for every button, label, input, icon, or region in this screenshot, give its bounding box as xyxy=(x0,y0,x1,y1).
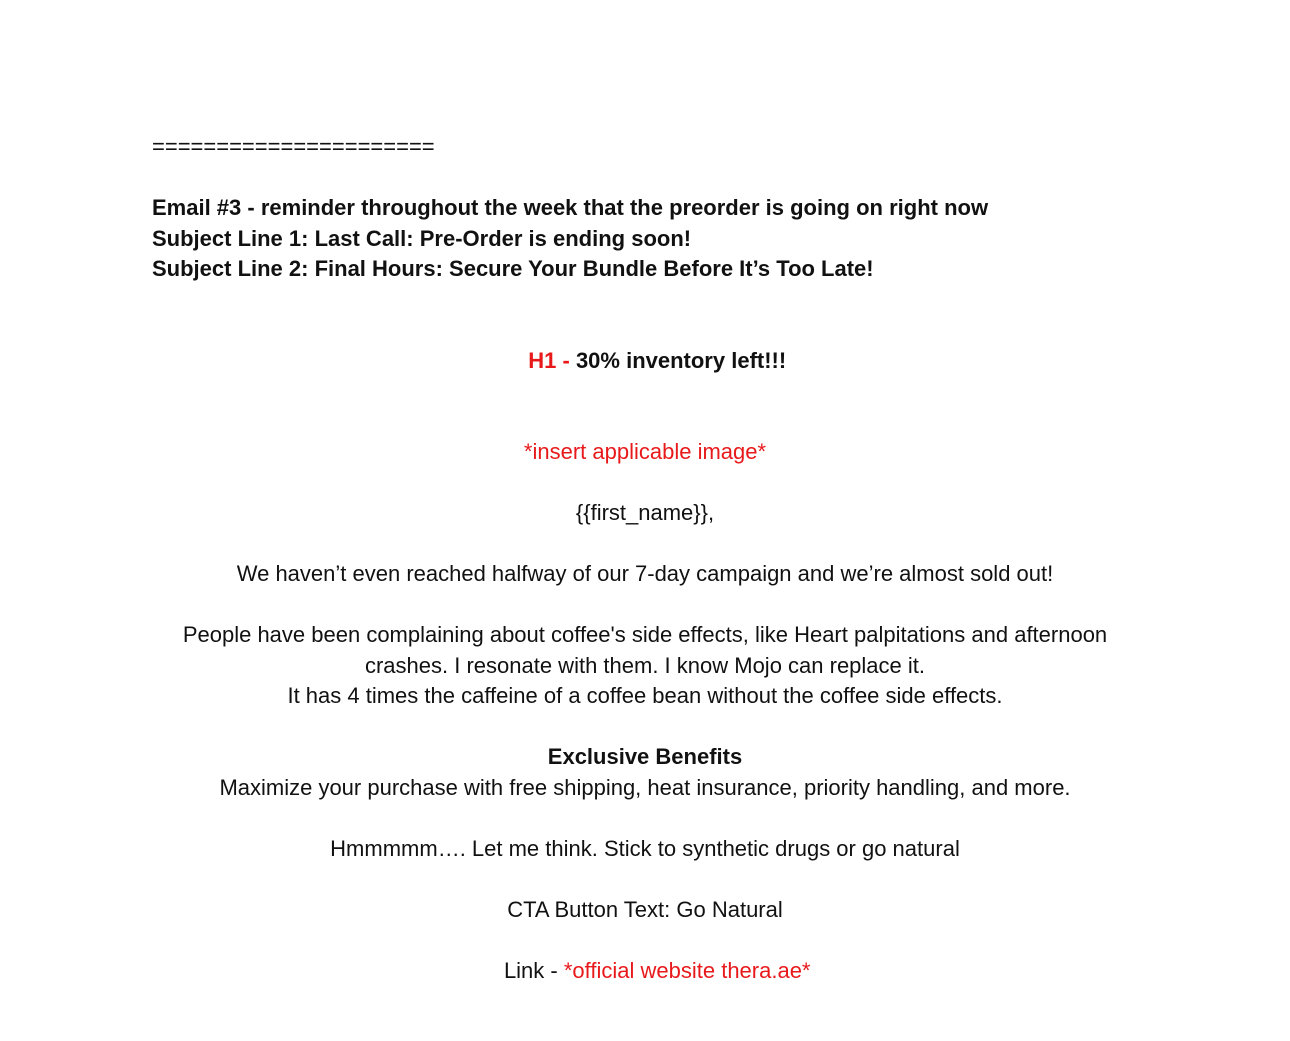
paragraph-2-line-3: It has 4 times the caffeine of a coffee bean without the coffee side effects. xyxy=(287,683,1003,708)
benefits-text: Maximize your purchase with free shipping, heat insurance, priority handling, and more. xyxy=(219,774,1071,800)
cta-button-text: CTA Button Text: Go Natural xyxy=(507,896,783,922)
paragraph-3: Hmmmmm…. Let me think. Stick to synthetic drugs or go natural xyxy=(330,835,960,861)
spacer xyxy=(152,864,1138,895)
paragraph-1: We haven’t even reached halfway of our 7-day campaign and we’re almost sold out! xyxy=(236,561,1054,586)
subject-line-1: Subject Line 1: Last Call: Pre-Order is ending soon! xyxy=(152,225,692,251)
h1-prefix: H1 - xyxy=(528,347,576,373)
spacer xyxy=(152,163,1138,194)
h1-text: 30% inventory left!!! xyxy=(575,347,787,373)
email-title: Email #3 - reminder throughout the week that the preorder is going on right now xyxy=(152,195,989,220)
spacer xyxy=(152,407,1138,438)
spacer xyxy=(152,468,1138,499)
greeting: {{first_name}}, xyxy=(575,500,715,525)
spacer xyxy=(152,712,1138,743)
spacer xyxy=(152,590,1138,621)
link-prefix: Link - xyxy=(503,957,564,983)
spacer xyxy=(152,285,1138,316)
paragraph-2-line-2: crashes. I resonate with them. I know Mojo can replace it. xyxy=(364,652,926,678)
link-line xyxy=(152,925,1138,1017)
benefits-heading: Exclusive Benefits xyxy=(547,744,743,769)
paragraph-2-line-1: People have been complaining about coffee's side effects, like Heart palpitations and afternoon xyxy=(182,622,1108,647)
h1-heading xyxy=(152,315,1138,407)
spacer xyxy=(152,803,1138,834)
subject-line-2: Subject Line 2: Final Hours: Secure Your Bundle Before It’s Too Late! xyxy=(152,256,874,281)
section-divider: ====================== xyxy=(152,134,435,159)
website-link[interactable]: *official website thera.ae* xyxy=(563,957,811,983)
email-draft-document xyxy=(152,132,1138,1017)
spacer xyxy=(152,529,1138,560)
image-placeholder: *insert applicable image* xyxy=(523,439,767,464)
